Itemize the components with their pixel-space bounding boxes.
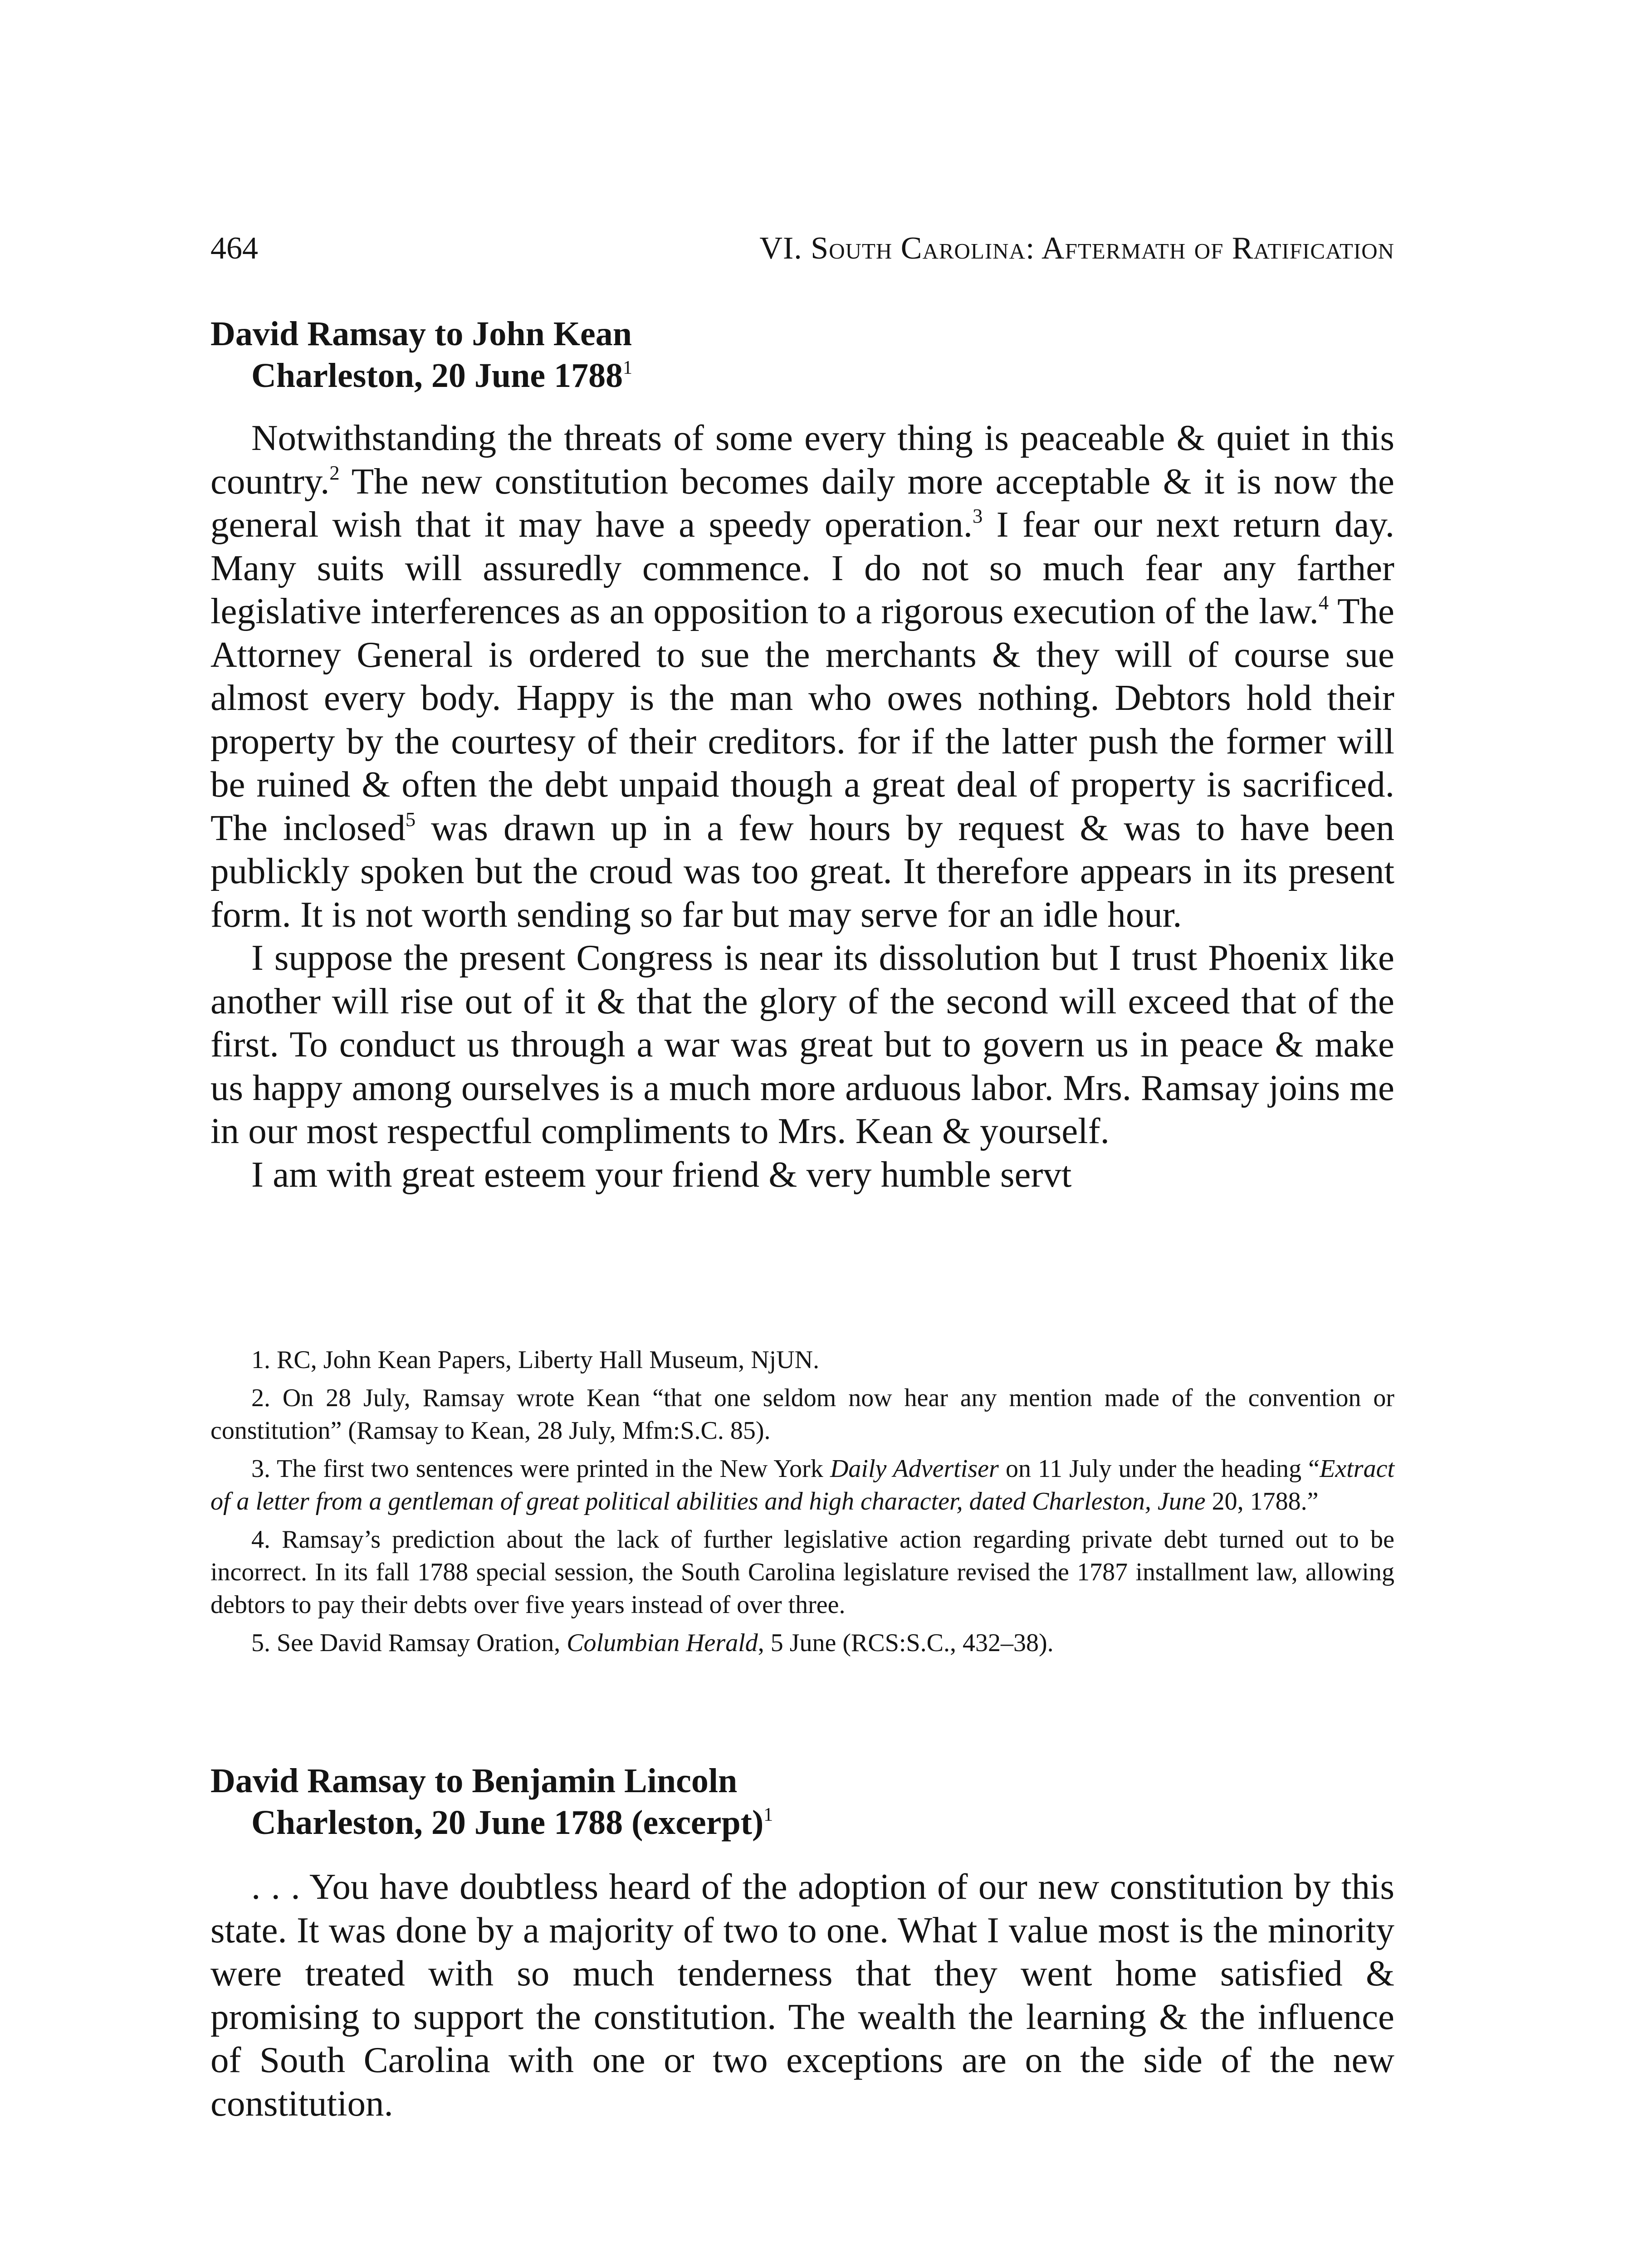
page-number: 464 [210, 231, 258, 266]
letter1-heading-block [210, 313, 632, 396]
letter1-body [210, 416, 1394, 1196]
note-ref: 1 [763, 1804, 773, 1825]
letter1-paragraph-1: Notwithstanding the threats of some every thing is peaceable & quiet in this country.$^2$ The new constitution becomes daily more acceptable & it is now the general wish that it may have a speedy operation.$^3$ I fear our next return day. Many suits will assuredly commence. I do not so much fear any farther legislative interferences as an opposition to a rigorous execution of the law.$^4$ The Attorney General is ordered to sue the merchants & they will of course sue almost every body. Happy is the man who owes nothing. Debtors hold their property by the courtesy of their creditors. for if the latter push the former will be ruined & often the debt unpaid though a great deal of property is sacrificed. The inclosed$^5$ was drawn up in a few hours by request & was to have been publickly spoken but the croud was too great. It therefore appears in its present form. It is not worth sending so far but may serve for an idle hour. [210, 417, 1395, 935]
letter2-heading: David Ramsay to Benjamin Lincoln [210, 1762, 738, 1800]
note-ref: 4 [1318, 591, 1329, 614]
letter2-paragraph-1: . . . You have doubtless heard of the adoption of our new constitution by this state. It was done by a majority of two to one. What I value most is the minority were treated with so much tenderness that they went home satisfied & promising to support the constitution. The wealth the learning & the influence of South Carolina with one or two exceptions are on the side of the new constitution. [210, 1866, 1394, 2124]
footnote-3: 3. The first two sentences were printed in the New York Daily Advertiser on 11 July under the heading “Extract of a letter from a gentleman of great political abilities and high character, dated Charleston, June 20, 1788.” [210, 1455, 1394, 1515]
footnote-2: 2. On 28 July, Ramsay wrote Kean “that one seldom now hear any mention made of the convention or constitution” (Ramsay to Kean, 28 July, Mfm:S.C. 85). [210, 1384, 1394, 1445]
letter1-closing: I am with great esteem your friend & very humble servt [251, 1154, 1072, 1195]
note-ref: 5 [405, 807, 416, 831]
letter1-dateline: Charleston, 20 June 1788$^1$ [251, 357, 633, 395]
footnote-1: 1. RC, John Kean Papers, Liberty Hall Museum, NjUN. [251, 1346, 820, 1374]
letter2-heading-block [210, 1760, 773, 1843]
running-title: VI. South Carolina: Aftermath of Ratification [759, 231, 1394, 266]
running-head [210, 230, 1394, 267]
letter1-paragraph-2: I suppose the present Congress is near its dissolution but I trust Phoenix like another will rise out of it & that the glory of the second will exceed that of the first. To conduct us through a war was great but to govern us in peace & make us happy among ourselves is a much more arduous labor. Mrs. Ramsay joins me in our most respectful compliments to Mrs. Kean & yourself. [210, 937, 1394, 1151]
letter2-dateline: Charleston, 20 June 1788 (excerpt)$^1$ [251, 1804, 773, 1842]
document-page [210, 0, 1394, 2268]
letter2-body [210, 1865, 1394, 2125]
note-ref: 3 [973, 504, 983, 527]
footnote-4: 4. Ramsay’s prediction about the lack of further legislative action regarding private debt turned out to be incorrect. In its fall 1788 special session, the South Carolina legislature revised the 1787 installment law, allowing debtors to pay their debts over five years instead of over three. [210, 1525, 1394, 1619]
note-ref: 2 [329, 461, 340, 484]
footnote-5: 5. See David Ramsay Oration, Columbian Herald, 5 June (RCS:S.C., 432–38). [251, 1629, 1054, 1657]
note-ref: 1 [623, 357, 633, 378]
footnotes [210, 1344, 1394, 1665]
letter1-heading: David Ramsay to John Kean [210, 315, 632, 353]
